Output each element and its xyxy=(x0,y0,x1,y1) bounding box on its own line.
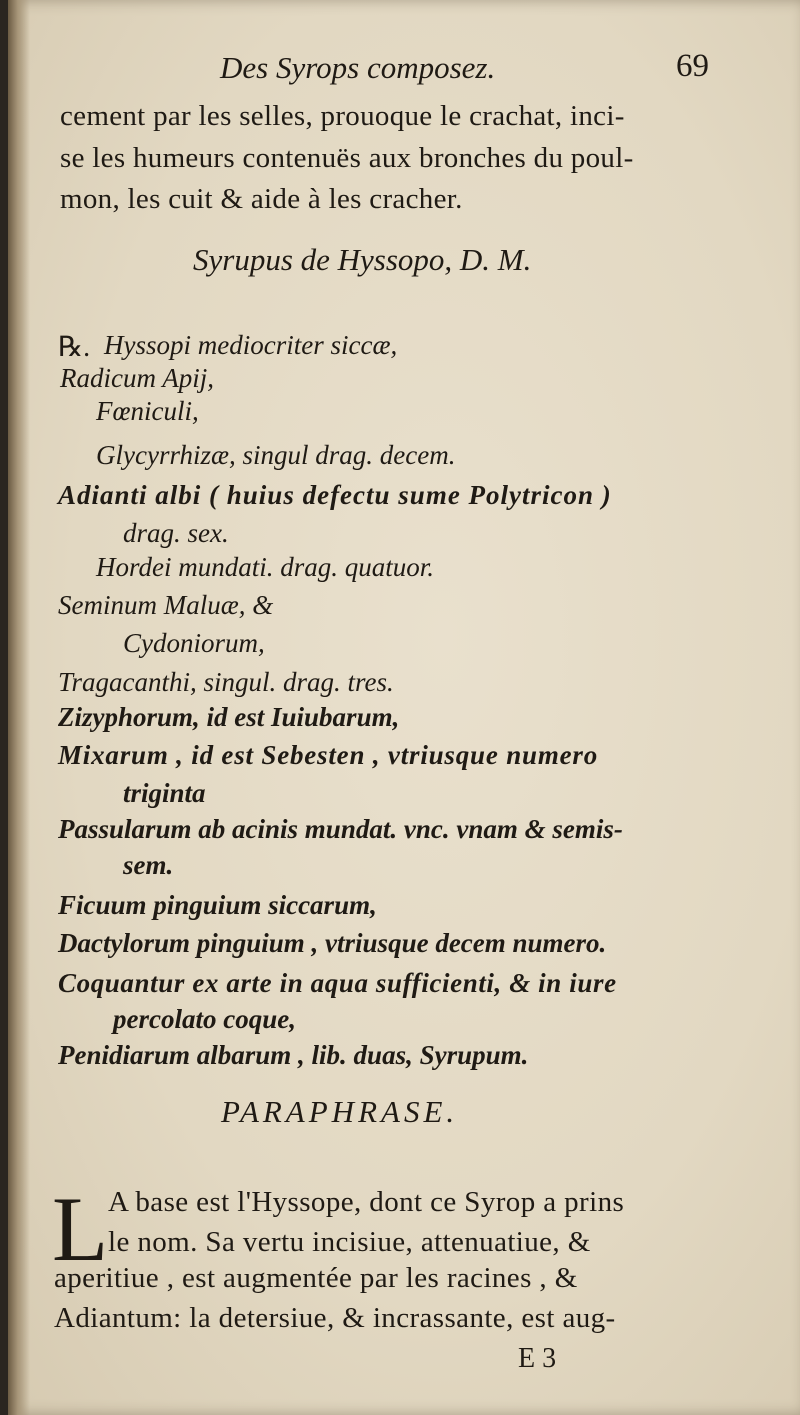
recipe-line: Hordei mundati. drag. quatuor. xyxy=(96,552,435,582)
recipe-line: Cydoniorum, xyxy=(123,628,265,658)
intro-line: se les humeurs contenuës aux bronches du poul- xyxy=(60,142,634,174)
drop-cap: L xyxy=(52,1178,109,1280)
recipe-line: sem. xyxy=(123,850,174,880)
recipe-line: Hyssopi mediocriter siccæ, xyxy=(104,330,398,360)
recipe-line: Fœniculi, xyxy=(96,396,199,426)
recipe-line: Coquantur ex arte in aqua sufficienti, & in iure xyxy=(58,968,617,998)
recipe-line: Ficuum pinguium siccarum, xyxy=(58,890,377,920)
recipe-line: Radicum Apij, xyxy=(60,363,214,393)
paraphrase-line: Adiantum: la detersiue, & incrassante, est aug- xyxy=(54,1302,616,1334)
recipe-line: Zizyphorum, id est Iuiubarum, xyxy=(58,702,400,732)
recipe-line: Seminum Maluæ, & xyxy=(58,590,274,620)
signature-mark: E 3 xyxy=(518,1343,557,1374)
section-heading-paraphrase: PARAPHRASE. xyxy=(221,1094,459,1129)
paraphrase-line: le nom. Sa vertu incisiue, attenuatiue, & xyxy=(108,1226,591,1258)
running-header-title: Des Syrops composez. xyxy=(220,50,496,85)
recipe-line: Mixarum , id est Sebesten , vtriusque numero xyxy=(58,740,599,770)
paraphrase-line: aperitiue , est augmentée par les racines , & xyxy=(54,1262,578,1294)
recipe-line: Adianti albi ( huius defectu sume Polytricon ) xyxy=(58,480,612,510)
recipe-line: triginta xyxy=(123,778,206,808)
paraphrase-line: A base est l'Hyssope, dont ce Syrop a prins xyxy=(108,1186,625,1218)
page-number: 69 xyxy=(676,48,709,84)
recipe-line: Tragacanthi, singul. drag. tres. xyxy=(58,667,394,697)
recipe-line: drag. sex. xyxy=(123,518,229,548)
recipe-symbol: ℞. xyxy=(58,332,91,363)
recipe-line: Dactylorum pinguium , vtriusque decem numero. xyxy=(58,928,607,958)
recipe-line: Passularum ab acinis mundat. vnc. vnam & semis- xyxy=(58,814,623,844)
intro-line: cement par les selles, prouoque le crachat, inci- xyxy=(60,100,625,132)
recipe-line: Glycyrrhizæ, singul drag. decem. xyxy=(96,440,456,470)
page-gutter-shadow xyxy=(8,0,30,1415)
recipe-line: percolato coque, xyxy=(113,1004,296,1034)
recipe-title: Syrupus de Hyssopo, D. M. xyxy=(193,242,532,277)
book-page xyxy=(8,0,800,1415)
intro-line: mon, les cuit & aide à les cracher. xyxy=(60,183,463,215)
recipe-line: Penidiarum albarum , lib. duas, Syrupum. xyxy=(58,1040,529,1070)
